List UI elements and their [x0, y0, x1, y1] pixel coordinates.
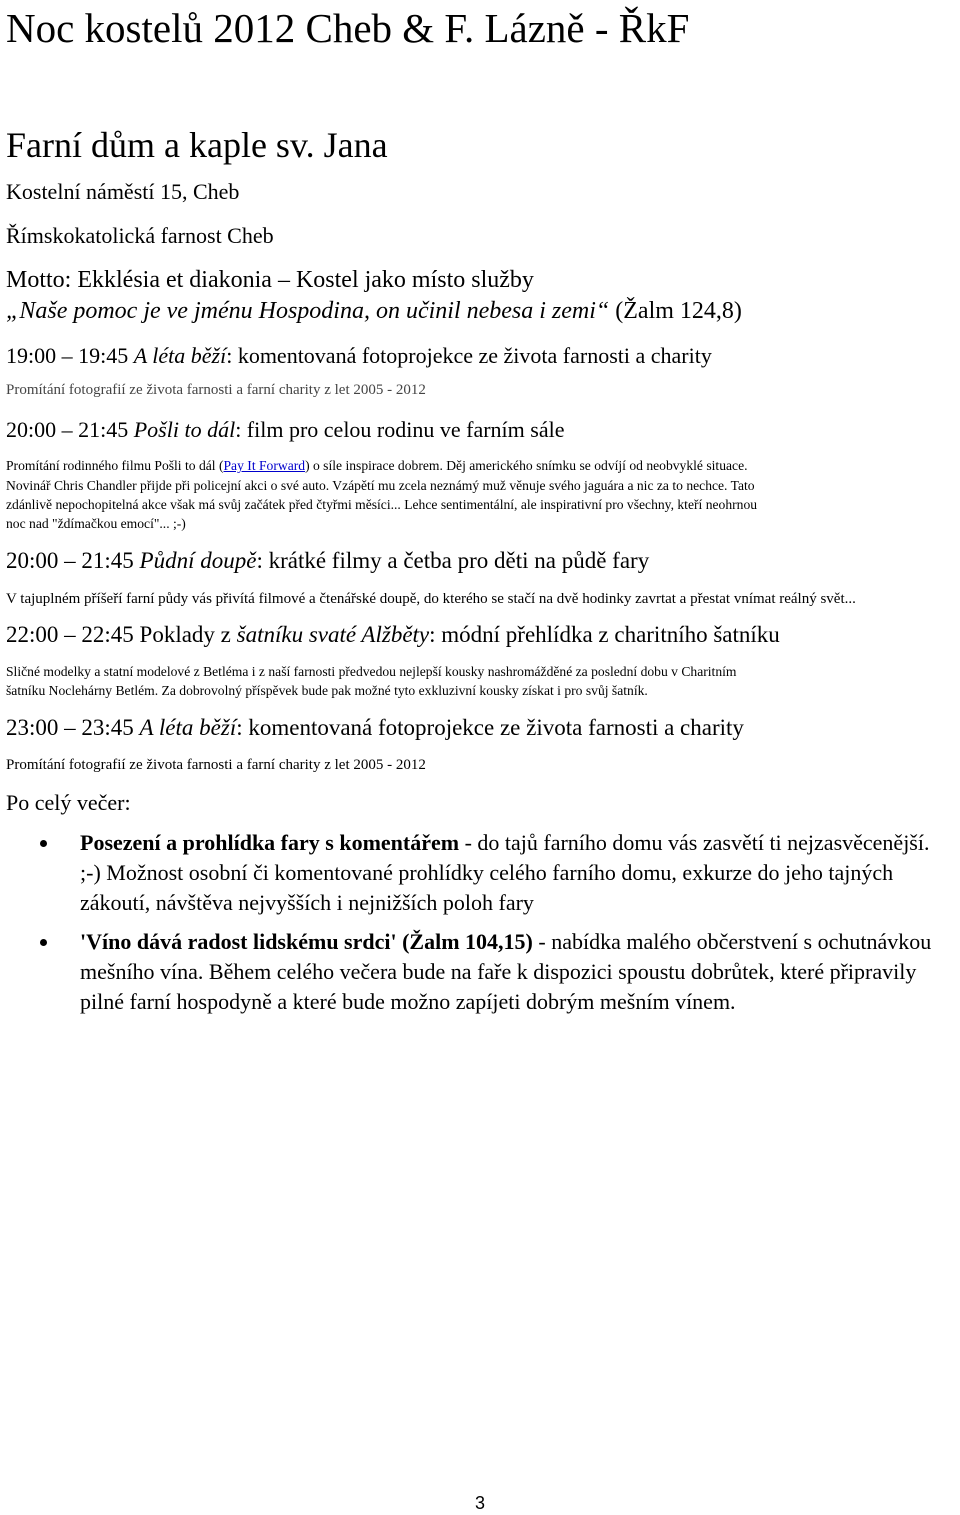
event-title-rest: : krátké filmy a četba pro děti na půdě fary: [256, 548, 650, 573]
event-time: 20:00 – 21:45: [6, 417, 134, 442]
page-title: Noc kostelů 2012 Cheb & F. Lázně - ŘkF: [6, 5, 690, 51]
list-item-text: - nabídka malého občerstvení s ochutnávkou mešního vína. Během celého večera bude na faře k dispozici spoustu dobrůtek, které připravily pilné farní hospodyně a které bude možno zapíjeti dobrým mešním vínem.: [80, 929, 932, 1014]
event-description-line: šatníku Noclehárny Betlém. Za dobrovolný příspěvek bude pak možné tyto exkluzivní kousky získat i pro svůj šatník.: [6, 683, 648, 698]
event-description-line: noc nad "ždímačkou emocí"... ;-): [6, 516, 186, 531]
event-heading: [6, 713, 744, 743]
event-title-italic: A léta běží: [133, 343, 227, 368]
pay-it-forward-link[interactable]: Pay It Forward: [223, 458, 306, 473]
motto-quote-text: „Naše pomoc je ve jménu Hospodina, on učinil nebesa i zemi“: [6, 298, 610, 324]
event-title-italic: Pošli to dál: [133, 417, 236, 442]
motto-quote: [6, 296, 742, 326]
event-title-rest: : komentovaná fotoprojekce ze života farnosti a charity: [226, 343, 712, 368]
event-title-italic: Půdní doupě: [139, 548, 257, 573]
event-time: 20:00 – 21:45: [6, 548, 140, 573]
all-evening-list: [0, 828, 960, 1026]
event-title-italic: šatníku svaté Alžběty: [236, 622, 430, 647]
event-heading: [6, 546, 649, 576]
event-description-line: Novinář Chris Chandler přijde při policejní akci o své auto. Vzápětí mu zcela neznámý muž věnuje svého jaguára a nic za to nechce. Tato: [6, 478, 755, 493]
page-number: 3: [474, 1493, 485, 1513]
venue-address: Kostelní náměstí 15, Cheb: [6, 179, 240, 204]
event-description-line: zdánlivě nepochopitelná akce však má svůj začátek před čtyřmi měsíci... Lehce sentimentální, ale inspirativní pro všechny, kteří neohrnou: [6, 497, 758, 512]
motto-line: Motto: Ekklésia et diakonia – Kostel jako místo služby: [6, 267, 534, 293]
event-desc-text: Promítání rodinného filmu Pošli to dál (: [6, 458, 224, 473]
event-title-italic: A léta běží: [139, 715, 237, 740]
list-item-bold: 'Víno dává radost lidskému srdci' (Žalm 104,15): [80, 929, 533, 954]
event-description-line: Sličné modelky a statní modelové z Betléma i z naší farnosti předvedou nejlepší kousky nashromážděné za poslední dobu v Charitním: [6, 664, 737, 679]
list-item: [0, 927, 960, 1017]
event-heading: [6, 342, 712, 370]
event-title-rest: : módní přehlídka z charitního šatníku: [429, 622, 780, 647]
event-time: 19:00 – 19:45: [6, 343, 134, 368]
all-evening-heading: Po celý večer:: [6, 790, 131, 815]
event-description: V tajuplném příšeří farní půdy vás přivítá filmové a čtenářské doupě, do kterého se stačí na dvě hodinky zavrtat a přestat vnímat reálný svět...: [6, 591, 856, 607]
event-time: 22:00 – 22:45: [6, 622, 140, 647]
bullet-icon: [40, 840, 47, 847]
event-description: Promítání fotografií ze života farnosti a farní charity z let 2005 - 2012: [6, 757, 426, 773]
event-description: Promítání fotografií ze života farnosti a farní charity z let 2005 - 2012: [6, 382, 426, 398]
list-item-bold: Posezení a prohlídka fary s komentářem: [80, 830, 460, 855]
venue-parish: Římskokatolická farnost Cheb: [6, 223, 274, 248]
list-item-text: - do tajů farního domu vás zasvětí ti nejzasvěcenější. ;-) Možnost osobní či komentované prohlídky celého farního domu, exkurze do jeho tajných zákoutí, návštěva nejvyšších i nejnižších poloh fary: [80, 830, 930, 915]
event-heading: [6, 416, 564, 444]
list-item: [0, 828, 960, 918]
event-desc-text: ) o síle inspirace dobrem. Děj amerického snímku se odvíjí od neobvyklé situace.: [305, 458, 748, 473]
event-heading: [6, 620, 780, 650]
bullet-icon: [40, 939, 47, 946]
event-time: 23:00 – 23:45: [6, 715, 140, 740]
motto-ref: (Žalm 124,8): [609, 298, 742, 324]
event-title-rest: : komentovaná fotoprojekce ze života farnosti a charity: [236, 715, 744, 740]
venue-name: Farní dům a kaple sv. Jana: [6, 125, 388, 165]
event-title-rest: : film pro celou rodinu ve farním sále: [235, 417, 565, 442]
event-description-line: [6, 457, 748, 475]
event-title-pre: Poklady z: [139, 622, 237, 647]
